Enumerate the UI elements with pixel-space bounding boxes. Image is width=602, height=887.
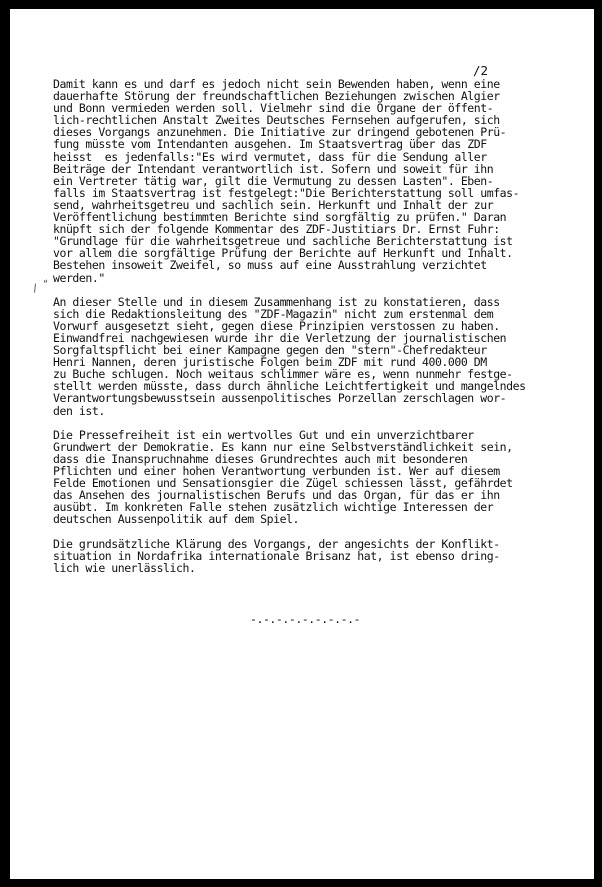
body-text bbox=[53, 78, 588, 574]
paragraph-1 bbox=[53, 78, 588, 284]
text-line: Damit kann es und darf es jedoch nicht sein Bewenden haben, wenn eine bbox=[53, 77, 500, 91]
text-line: falls im Staatsvertrag ist festgelegt:"Die Berichterstattung soll umfas- bbox=[53, 185, 520, 200]
text-line: ein Vertreter tätig war, gilt die Vermutung zu dessen Lasten". Eben- bbox=[53, 173, 494, 188]
text-line: situation in Nordafrika internationale Brisanz hat, ist ebenso dring- bbox=[53, 548, 500, 563]
text-line: lich-rechtlichen Anstalt Zweites Deutsches Fernsehen aufgerufen, sich bbox=[53, 113, 500, 128]
end-of-text-marker: -.-.-.-.-.-.-.-.- bbox=[250, 612, 361, 626]
paragraph-4 bbox=[53, 538, 588, 574]
text-line: Henri Nannen, deren juristische Folgen beim ZDF mit rund 400.000 DM bbox=[53, 355, 487, 370]
text-line: dauerhafte Störung der freundschaftlichen Beziehungen zwischen Algier bbox=[53, 89, 500, 104]
text-line: Pflichten und einer hohen Verantwortung verbunden ist. Wer auf diesem bbox=[53, 464, 500, 478]
paragraph-2 bbox=[53, 296, 588, 417]
text-line: Felde Emotionen und Sensationsgier die Zügel schiessen lässt, gefährdet bbox=[53, 476, 513, 491]
text-line: Die Pressefreiheit ist ein wertvolles Gut und ein unverzichtbarer bbox=[53, 427, 474, 442]
text-line: send, wahrheitsgetreu und sachlich sein. Herkunft und Inhalt der zur bbox=[53, 197, 494, 212]
text-line: knüpft sich der folgende Kommentar des ZDF-Justitiars Dr. Ernst Fuhr: bbox=[53, 222, 500, 237]
text-line: zu Buche schlugen. Noch weitaus schlimmer wäre es, wenn nunmehr festge- bbox=[53, 367, 513, 382]
text-line: An dieser Stelle und in diesem Zusammenhang ist zu konstatieren, dass bbox=[53, 294, 500, 309]
text-line: Bestehen insoweit Zweifel, so muss auf eine Ausstrahlung verzichtet bbox=[53, 258, 487, 273]
margin-annotation: / " bbox=[30, 278, 52, 295]
text-line: den ist. bbox=[53, 403, 105, 418]
text-line: Vorwurf ausgesetzt sieht, gegen diese Prinzipien verstossen zu haben. bbox=[53, 318, 500, 333]
text-line: deutschen Aussenpolitik auf dem Spiel. bbox=[53, 512, 299, 527]
page-number: /2 bbox=[473, 63, 489, 78]
paragraph-3 bbox=[53, 429, 588, 526]
text-line: Beiträge der Intendant verantwortlich ist. Sofern und soweit für ihn bbox=[53, 161, 494, 176]
text-line: fung müsste vom Intendanten ausgehen. Im Staatsvertrag über das ZDF bbox=[53, 137, 487, 152]
text-line: stellt werden müsste, dass durch ähnliche Leichtfertigkeit und mangelndes bbox=[53, 379, 526, 394]
text-line: vor allem die sorgfältige Prüfung der Berichte auf Herkunft und Inhalt. bbox=[53, 246, 513, 261]
text-line: dass die Inanspruchnahme dieses Grundrechtes auch mit besonderen bbox=[53, 451, 468, 466]
text-line: werden." bbox=[53, 270, 105, 285]
text-line: Verantwortungsbewusstsein aussenpolitisches Porzellan zerschlagen wor- bbox=[53, 391, 507, 406]
text-line: Veröffentlichung bestimmten Berichte sind sorgfältig zu prüfen." Daran bbox=[53, 210, 507, 225]
document-page bbox=[10, 9, 594, 879]
text-line: ausübt. Im konkreten Falle stehen zusätzlich wichtige Interessen der bbox=[53, 500, 494, 515]
text-line: dieses Vorgangs anzunehmen. Die Initiative zur dringend gebotenen Prü- bbox=[53, 125, 507, 140]
text-line: Die grundsätzliche Klärung des Vorgangs, der angesichts der Konflikt- bbox=[53, 536, 500, 551]
text-line: sich die Redaktionsleitung des "ZDF-Magazin" nicht zum erstenmal dem bbox=[53, 306, 494, 321]
text-line: und Bonn vermieden werden soll. Vielmehr sind die Organe der öffent- bbox=[53, 101, 494, 116]
text-line: "Grundlage für die wahrheitsgetreue und sachliche Berichterstattung ist bbox=[53, 234, 513, 249]
text-line: Grundwert der Demokratie. Es kann nur eine Selbstverständlichkeit sein, bbox=[53, 439, 513, 454]
text-line: Einwandfrei nachgewiesen wurde ihr die Verletzung der journalistischen bbox=[53, 330, 507, 345]
text-line: lich wie unerlässlich. bbox=[53, 560, 196, 575]
text-line: heisst es jedenfalls:"Es wird vermutet, dass für die Sendung aller bbox=[53, 149, 487, 164]
text-line: das Ansehen des journalistischen Berufs und das Organ, für das er ihn bbox=[53, 488, 500, 503]
text-line: Sorgfaltspflicht bei einer Kampagne gegen den "stern"-Chefredakteur bbox=[53, 343, 487, 358]
